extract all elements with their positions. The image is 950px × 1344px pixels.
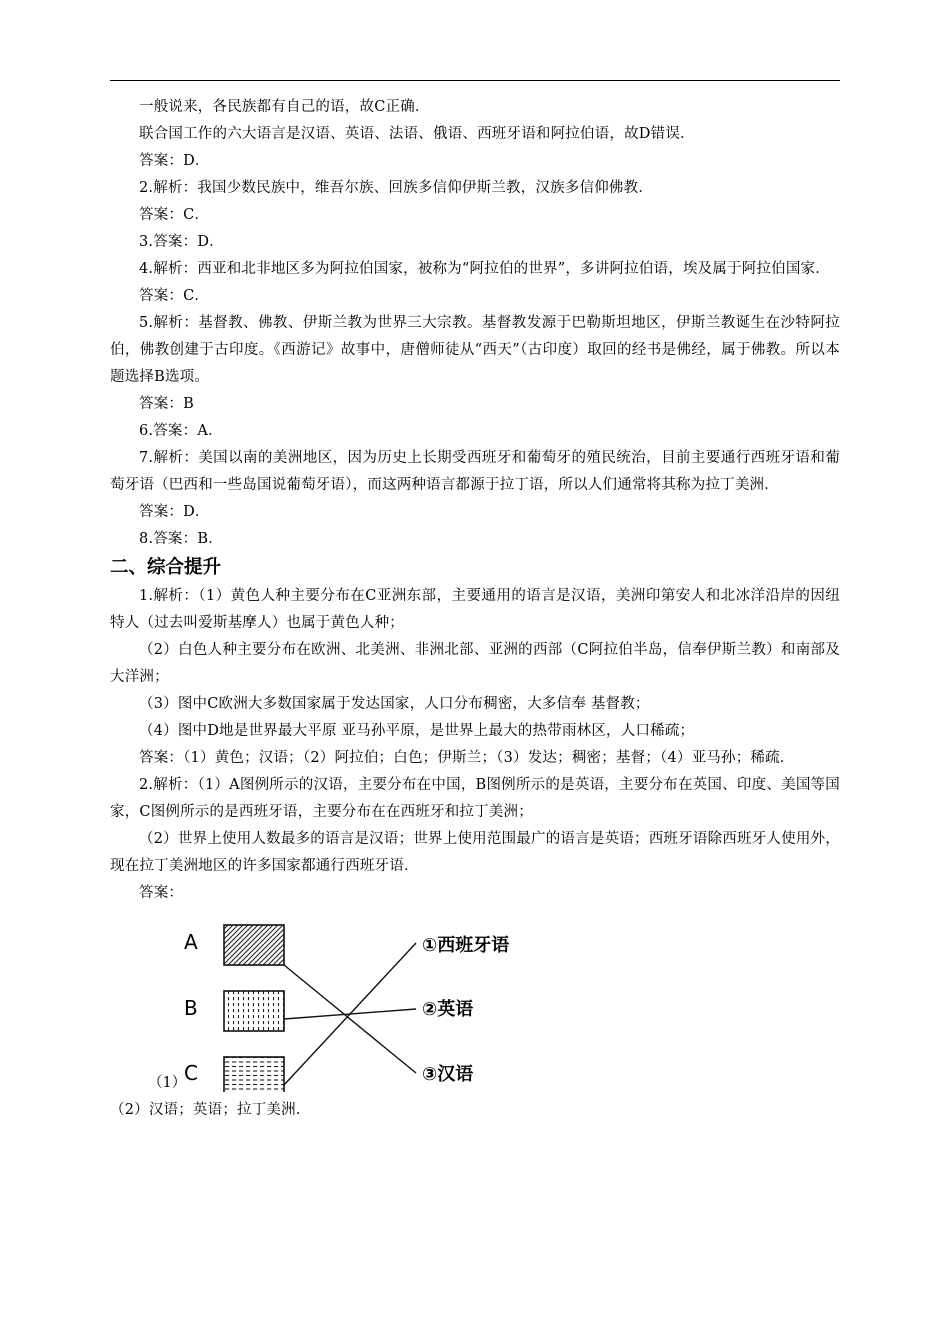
paragraph: （4）图中D地是世界最大平原 亚马孙平原，是世界上最大的热带雨林区，人口稀疏； <box>139 723 695 739</box>
legend-letter-a: A <box>184 930 198 954</box>
answer-line: 答案：D． <box>139 153 210 169</box>
language-label-chinese: ③汉语 <box>422 1064 474 1085</box>
match-line-a <box>284 965 416 1073</box>
legend-letter-c: C <box>184 1061 198 1085</box>
legend-swatch-c <box>224 1057 284 1092</box>
matching-figure <box>110 907 840 1097</box>
answer-line: 答案：B <box>139 396 194 412</box>
answer-line: 答案：C． <box>139 288 210 304</box>
matching-diagram <box>176 907 556 1092</box>
answer-line: 答案：C． <box>139 207 210 223</box>
answer-line: 答案：（1）黄色；汉语；（2）阿拉伯；白色；伊斯兰；（3）发达；稠密；基督；（4）亚马孙；稀疏． <box>139 750 795 766</box>
figure-part-label: （1） <box>148 1075 187 1091</box>
paragraph: 4.解析：西亚和北非地区多为阿拉伯国家，被称为“阿拉伯的世界”，多讲阿拉伯语，埃及属于阿拉伯国家． <box>139 261 830 277</box>
section-heading: 二、综合提升 <box>110 557 222 578</box>
legend-swatch-b <box>224 991 284 1031</box>
answer-line: 6.答案：A． <box>139 423 223 439</box>
answer-line: 答案：D． <box>139 504 210 520</box>
answer-line: 答案： <box>139 885 184 901</box>
paragraph: 一般说来，各民族都有自己的语，故C正确． <box>139 99 430 115</box>
answer-line: 3.答案：D． <box>139 234 224 250</box>
paragraph: 联合国工作的六大语言是汉语、英语、法语、俄语、西班牙语和阿拉伯语，故D错误． <box>139 126 695 142</box>
final-answer: （2）汉语；英语；拉丁美洲． <box>110 1102 311 1118</box>
answer-line: 8.答案：B． <box>139 531 223 547</box>
language-label-english: ②英语 <box>422 999 474 1020</box>
language-label-spanish: ①西班牙语 <box>422 935 510 956</box>
paragraph: 1.解析：（1）黄色人种主要分布在C亚洲东部，主要通用的语言是汉语，美洲印第安人和北冰洋沿岸的因纽特人（过去叫爱斯基摩人）也属于黄色人种； <box>110 588 840 631</box>
paragraph: （3）图中C欧洲大多数国家属于发达国家，人口分布稠密，大多信奉 基督教； <box>139 696 650 712</box>
paragraph: 7.解析：美国以南的美洲地区，因为历史上长期受西班牙和葡萄牙的殖民统治，目前主要通行西班牙语和葡萄牙语（巴西和一些岛国说葡萄牙语），而这两种语言都源于拉丁语，所以人们通常将其称为拉丁美洲． <box>110 450 840 493</box>
document-body <box>110 94 840 1124</box>
paragraph: 2.解析：（1）A图例所示的汉语，主要分布在中国，B图例所示的是英语，主要分布在英国、印度、美国等国家，C图例所示的是西班牙语，主要分布在在西班牙和拉丁美洲； <box>110 777 840 820</box>
paragraph: （2）白色人种主要分布在欧洲、北美洲、非洲北部、亚洲的西部（C阿拉伯半岛，信奉伊斯兰教）和南部及大洋洲； <box>110 642 840 685</box>
paragraph: 2.解析：我国少数民族中，维吾尔族、回族多信仰伊斯兰教，汉族多信仰佛教． <box>139 180 654 196</box>
match-line-c <box>284 943 416 1085</box>
header-rule <box>110 80 840 81</box>
legend-swatch-a <box>224 925 284 965</box>
paragraph: 5.解析：基督教、佛教、伊斯兰教为世界三大宗教。基督教发源于巴勒斯坦地区，伊斯兰教诞生在沙特阿拉伯，佛教创建于古印度。《西游记》故事中，唐僧师徒从“西天”（古印度）取回的经书是佛经，属于佛教。所以本题选择B选项。 <box>110 315 840 385</box>
legend-letter-b: B <box>184 996 198 1020</box>
paragraph: （2）世界上使用人数最多的语言是汉语；世界上使用范围最广的语言是英语；西班牙语除西班牙人使用外，现在拉丁美洲地区的许多国家都通行西班牙语． <box>110 831 840 874</box>
